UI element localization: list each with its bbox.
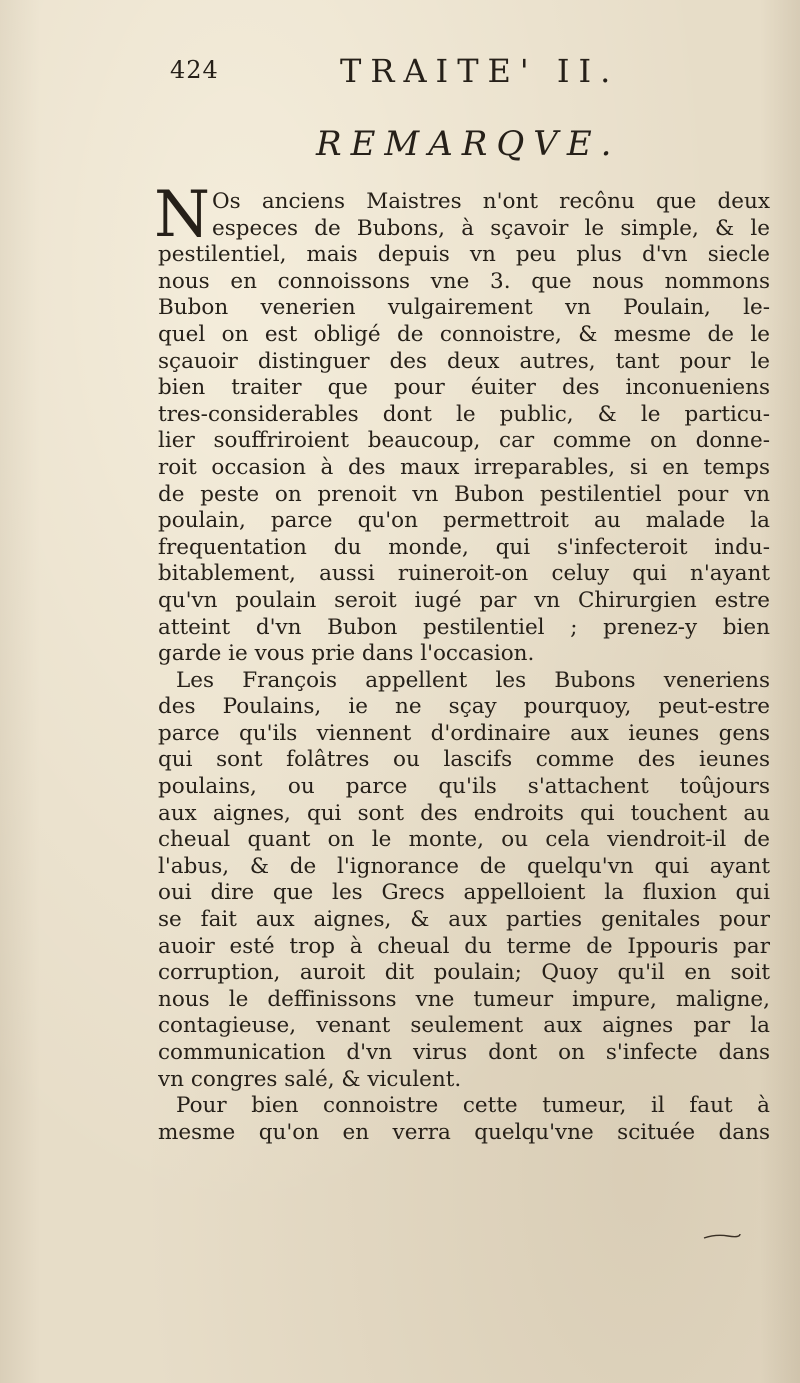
text-line: corruption, auroit dit poulain; Quoy qu'il en soit: [158, 960, 770, 986]
text-line: nous le deffinissons vne tumeur impure, maligne,: [158, 986, 770, 1012]
text-line: communication d'vn virus dont on s'infecte dans: [158, 1040, 770, 1065]
paragraph-2: [158, 668, 770, 1094]
text-line: contagieuse, venant seulement aux aignes par la: [158, 1013, 770, 1039]
body-text: [154, 178, 770, 1146]
text-line: nous en connoissons vne 3. que nous nommons: [158, 268, 770, 294]
text-line: poulain, parce qu'on permettroit au malade la: [158, 508, 770, 534]
text-line: especes de Bubons, à sçavoir le simple, & le: [212, 215, 770, 241]
text-line: cheual quant on le monte, ou cela viendroit-il de: [158, 827, 770, 853]
text-line: tres-considerables dont le public, & le particu-: [158, 401, 770, 427]
text-line: Os anciens Maistres n'ont recônu que deux: [212, 189, 770, 214]
text-line: atteint d'vn Bubon pestilentiel ; prenez-y bien: [158, 614, 770, 640]
text-line: bitablement, aussi ruineroit-on celuy qui n'ayant: [158, 561, 770, 587]
text-line: poulains, ou parce qu'ils s'attachent toûjours: [158, 774, 770, 800]
running-title: TRAITE' II.: [340, 52, 620, 90]
text-line: l'abus, & de l'ignorance de quelqu'vn qui ayant: [158, 853, 770, 879]
text-line: quel on est obligé de connoistre, & mesme de le: [158, 321, 770, 347]
ink-smudge: [702, 1232, 742, 1240]
text-line: auoir esté trop à cheual du terme de Ippouris par: [158, 933, 770, 959]
text-line: parce qu'ils viennent d'ordinaire aux ieunes gens: [158, 720, 770, 746]
text-line: bien traiter que pour éuiter des inconueniens: [158, 375, 770, 401]
drop-cap: N: [154, 178, 210, 252]
text-line: de peste on prenoit vn Bubon pestilentiel pour vn: [158, 481, 770, 507]
text-line: lier souffriroient beaucoup, car comme on donne-: [158, 428, 770, 454]
text-line: se fait aux aignes, & aux parties genitales pour: [158, 907, 770, 933]
text-line: mesme qu'on en verra quelqu'vne scituée dans: [158, 1119, 770, 1145]
page-header: [170, 52, 690, 92]
text-line: Bubon venerien vulgairement vn Poulain, le-: [158, 295, 770, 321]
text-line: pestilentiel, mais depuis vn peu plus d'vn siecle: [158, 242, 770, 268]
text-line: roit occasion à des maux irreparables, si en temps: [158, 454, 770, 480]
text-line: frequentation du monde, qui s'infecteroit indu-: [158, 534, 770, 560]
text-line: oui dire que les Grecs appelloient la fluxion qui: [158, 880, 770, 906]
text-line: Les François appellent les Bubons veneriens: [176, 667, 770, 693]
paragraph-1: [158, 189, 770, 668]
text-line: qu'vn poulain seroit iugé par vn Chirurgien estre: [158, 587, 770, 613]
text-line: des Poulains, ie ne sçay pourquoy, peut-estre: [158, 694, 770, 720]
section-title: REMARQVE.: [316, 124, 621, 164]
text-line: Pour bien connoistre cette tumeur, il faut à: [176, 1093, 770, 1119]
page-number: 424: [170, 56, 219, 84]
text-line: sçauoir distinguer des deux autres, tant pour le: [158, 348, 770, 374]
text-line: aux aignes, qui sont des endroits qui touchent au: [158, 800, 770, 826]
text-line: garde ie vous prie dans l'occasion.: [158, 641, 535, 667]
text-line: vn congres salé, & viculent.: [158, 1066, 462, 1092]
text-line: qui sont folâtres ou lascifs comme des ieunes: [158, 747, 770, 773]
paragraph-3: [158, 1093, 770, 1146]
